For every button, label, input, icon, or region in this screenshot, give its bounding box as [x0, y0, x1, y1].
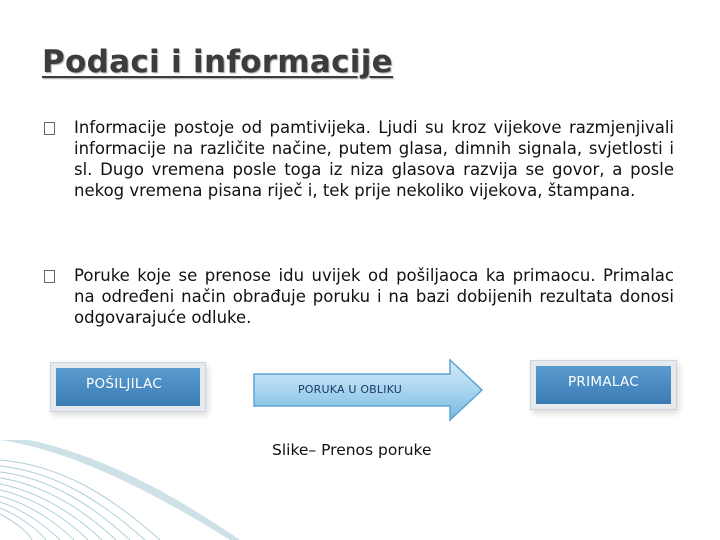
bullet-item	[44, 117, 674, 201]
receiver-box: PRIMALAC	[536, 366, 671, 404]
slide-title: Podaci i informacije	[42, 44, 393, 80]
message-label: PORUKA U OBLIKU	[297, 383, 403, 396]
figure-caption: Slike– Prenos poruke	[272, 441, 432, 459]
bullet-text: Poruke koje se prenose idu uvijek od pošiljaoca ka primaocu. Primalac na određeni način obrađuje poruku i na bazi dobijenih rezultata donosi odgovarajuće odluke.	[74, 266, 674, 327]
checkbox-bullet-icon	[44, 270, 55, 283]
bullet-item	[44, 265, 674, 328]
bullet-text: Informacije postoje od pamtivijeka. Ljudi su kroz vijekove razmjenjivali informacije na različite načine, putem glasa, dimnih signala, svjetlosti i sl. Dugo vremena posle toga iz niza glasova razvija se govor, a posle nekog vremena pisana riječ i, tek prije nekoliko vijekova, štampana.	[74, 118, 674, 200]
sender-box: POŠILJILAC	[56, 368, 200, 406]
checkbox-bullet-icon	[44, 122, 55, 135]
decorative-swirl-graphic	[0, 440, 240, 540]
